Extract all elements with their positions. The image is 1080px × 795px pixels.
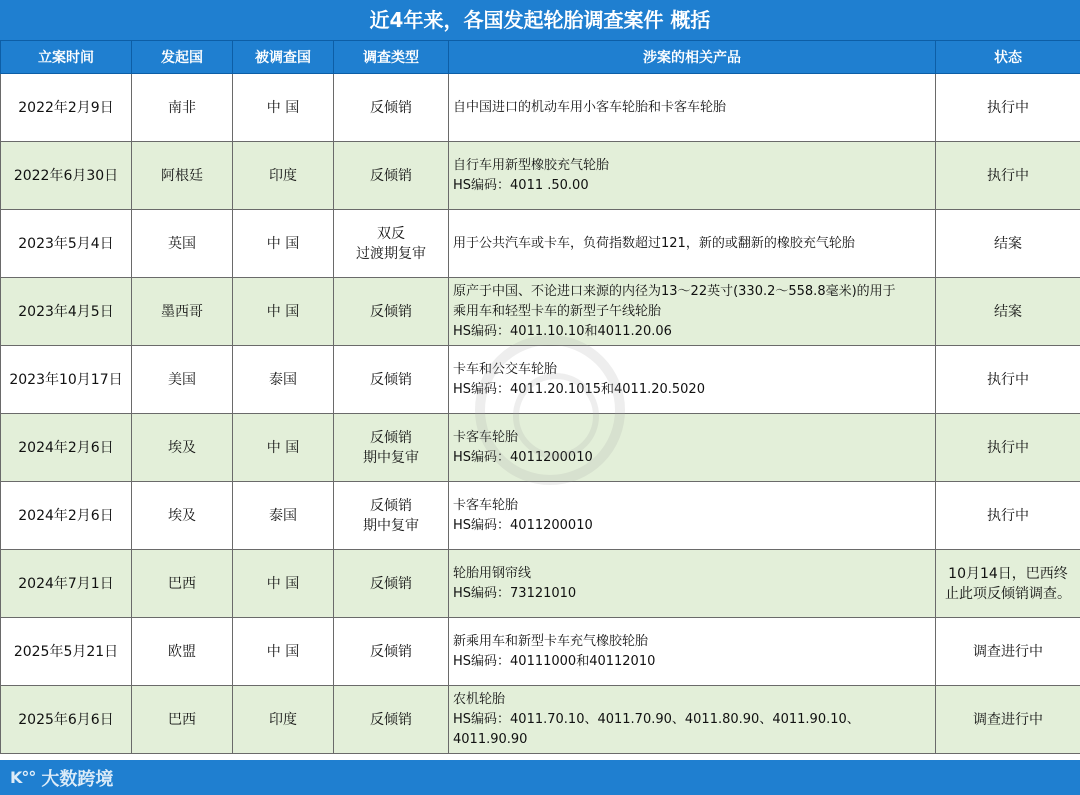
cell-type <box>334 142 449 210</box>
type-line: 双反 <box>377 225 405 242</box>
status-line: 结案 <box>994 303 1022 320</box>
status-line: 执行中 <box>987 439 1029 456</box>
cell-status <box>936 618 1080 686</box>
table-row <box>1 346 1080 414</box>
cell-date: 2024年2月6日 <box>1 414 132 482</box>
cell-date: 2025年5月21日 <box>1 618 132 686</box>
cell-status <box>936 210 1080 278</box>
product-line: HS编码：4011.70.10、4011.70.90、4011.80.90、4011.90.10、4011.90.90 <box>453 711 860 747</box>
cell-status <box>936 686 1080 754</box>
type-line: 反倾销 <box>370 303 412 320</box>
cell-date: 2023年10月17日 <box>1 346 132 414</box>
brand <box>10 764 113 791</box>
cell-status <box>936 414 1080 482</box>
cell-product <box>449 278 936 346</box>
footer-bar <box>0 760 1080 795</box>
product-line: HS编码：4011.20.1015和4011.20.5020 <box>453 381 705 397</box>
product-line: 轮胎用钢帘线 <box>453 565 532 581</box>
cell-status <box>936 74 1080 142</box>
table-row <box>1 550 1080 618</box>
product-line: 卡客车轮胎 <box>453 429 519 445</box>
status-line: 调查进行中 <box>973 643 1043 660</box>
cell-type <box>334 74 449 142</box>
column-header-type: 调查类型 <box>334 41 449 74</box>
cell-date: 2024年7月1日 <box>1 550 132 618</box>
product-line: HS编码：4011200010 <box>453 517 593 533</box>
status-line: 10月14日，巴西终 <box>948 565 1068 582</box>
column-header-product: 涉案的相关产品 <box>449 41 936 74</box>
k-bubble-logo-icon: K°° <box>10 768 36 787</box>
type-line: 反倾销 <box>370 497 412 514</box>
cell-type <box>334 210 449 278</box>
cell-product <box>449 618 936 686</box>
product-line: 乘用车和轻型卡车的新型子午线轮胎 <box>453 303 662 319</box>
cell-target: 中 国 <box>233 550 334 618</box>
cell-date: 2024年2月6日 <box>1 482 132 550</box>
type-line: 反倾销 <box>370 371 412 388</box>
table-row <box>1 686 1080 754</box>
type-line: 反倾销 <box>370 575 412 592</box>
column-header-date: 立案时间 <box>1 41 132 74</box>
product-line: 卡车和公交车轮胎 <box>453 361 558 377</box>
cell-type <box>334 482 449 550</box>
cell-product <box>449 550 936 618</box>
type-line: 期中复审 <box>363 517 419 534</box>
brand-name: 大数跨境 <box>41 768 114 790</box>
cell-target: 印度 <box>233 686 334 754</box>
status-line: 执行中 <box>987 371 1029 388</box>
cell-product <box>449 686 936 754</box>
type-line: 反倾销 <box>370 711 412 728</box>
table-row <box>1 74 1080 142</box>
status-line: 结案 <box>994 235 1022 252</box>
cell-initiator: 埃及 <box>132 482 233 550</box>
cell-date: 2025年6月6日 <box>1 686 132 754</box>
cell-initiator: 南非 <box>132 74 233 142</box>
product-line: 原产于中国、不论进口来源的内径为13～22英寸(330.2～558.8毫米)的用于 <box>453 283 896 299</box>
cell-product <box>449 482 936 550</box>
cell-date: 2023年5月4日 <box>1 210 132 278</box>
cell-type <box>334 414 449 482</box>
cell-target: 泰国 <box>233 482 334 550</box>
product-line: HS编码：40111000和40112010 <box>453 653 656 669</box>
cell-target: 中 国 <box>233 618 334 686</box>
cell-initiator: 阿根廷 <box>132 142 233 210</box>
column-header-initiator: 发起国 <box>132 41 233 74</box>
cell-initiator: 欧盟 <box>132 618 233 686</box>
cell-type <box>334 550 449 618</box>
cell-product <box>449 210 936 278</box>
cell-target: 中 国 <box>233 278 334 346</box>
cell-initiator: 巴西 <box>132 686 233 754</box>
cell-target: 中 国 <box>233 414 334 482</box>
status-line: 调查进行中 <box>973 711 1043 728</box>
product-line: 新乘用车和新型卡车充气橡胶轮胎 <box>453 633 649 649</box>
cases-table <box>0 40 1080 754</box>
product-line: 自中国进口的机动车用小客车轮胎和卡客车轮胎 <box>453 99 727 115</box>
cell-type <box>334 618 449 686</box>
cell-product <box>449 74 936 142</box>
cell-target: 泰国 <box>233 346 334 414</box>
type-line: 反倾销 <box>370 429 412 446</box>
table-row <box>1 618 1080 686</box>
table-row <box>1 210 1080 278</box>
product-line: HS编码：4011200010 <box>453 449 593 465</box>
type-line: 过渡期复审 <box>356 245 426 262</box>
type-line: 反倾销 <box>370 99 412 116</box>
product-line: HS编码：73121010 <box>453 585 577 601</box>
cell-target: 中 国 <box>233 210 334 278</box>
cell-target: 印度 <box>233 142 334 210</box>
cell-status <box>936 482 1080 550</box>
status-line: 执行中 <box>987 507 1029 524</box>
status-line: 执行中 <box>987 99 1029 116</box>
table-header-row <box>1 41 1080 74</box>
cell-date: 2022年2月9日 <box>1 74 132 142</box>
type-line: 反倾销 <box>370 643 412 660</box>
product-line: 自行车用新型橡胶充气轮胎 <box>453 157 610 173</box>
cell-initiator: 墨西哥 <box>132 278 233 346</box>
column-header-target: 被调查国 <box>233 41 334 74</box>
cell-product <box>449 414 936 482</box>
type-line: 反倾销 <box>370 167 412 184</box>
cell-initiator: 埃及 <box>132 414 233 482</box>
cell-status <box>936 346 1080 414</box>
table-row <box>1 482 1080 550</box>
product-line: 农机轮胎 <box>453 691 506 707</box>
cell-product <box>449 142 936 210</box>
cell-initiator: 英国 <box>132 210 233 278</box>
status-line: 止此项反倾销调查。 <box>945 585 1071 602</box>
cell-status <box>936 550 1080 618</box>
page-title: 近4年来，各国发起轮胎调查案件 概括 <box>0 0 1080 40</box>
cell-status <box>936 142 1080 210</box>
type-line: 期中复审 <box>363 449 419 466</box>
cell-initiator: 巴西 <box>132 550 233 618</box>
product-line: HS编码：4011 .50.00 <box>453 177 589 193</box>
table-row <box>1 278 1080 346</box>
cell-type <box>334 686 449 754</box>
cell-type <box>334 346 449 414</box>
product-line: HS编码：4011.10.10和4011.20.06 <box>453 323 672 339</box>
cell-target: 中 国 <box>233 74 334 142</box>
status-line: 执行中 <box>987 167 1029 184</box>
product-line: 用于公共汽车或卡车，负荷指数超过121，新的或翻新的橡胶充气轮胎 <box>453 235 855 251</box>
cell-initiator: 美国 <box>132 346 233 414</box>
cell-product <box>449 346 936 414</box>
cell-date: 2022年6月30日 <box>1 142 132 210</box>
product-line: 卡客车轮胎 <box>453 497 519 513</box>
cell-status <box>936 278 1080 346</box>
cell-type <box>334 278 449 346</box>
column-header-status: 状态 <box>936 41 1080 74</box>
cell-date: 2023年4月5日 <box>1 278 132 346</box>
table-row <box>1 414 1080 482</box>
table-row <box>1 142 1080 210</box>
